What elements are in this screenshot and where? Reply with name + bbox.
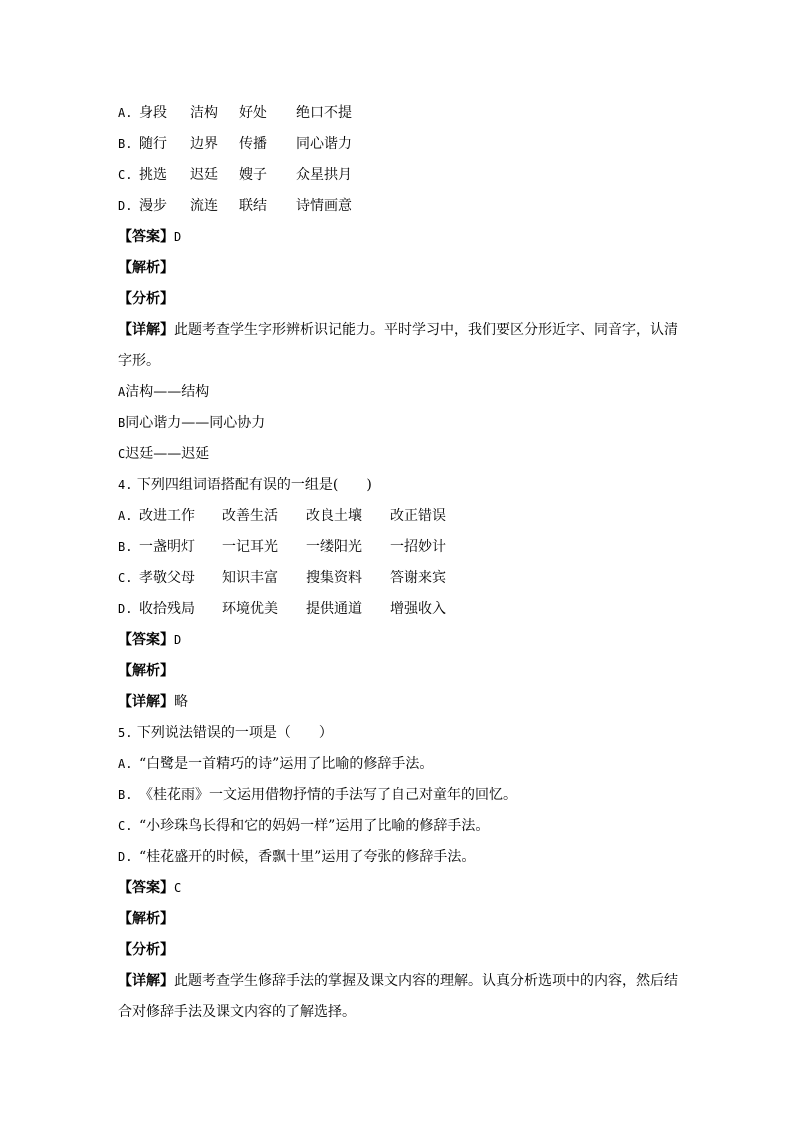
q3-fenxi bbox=[118, 284, 678, 315]
q3-option-a bbox=[118, 98, 678, 129]
option-letter: D. bbox=[118, 602, 133, 616]
q3-detail bbox=[118, 315, 678, 377]
option-letter: C. bbox=[118, 168, 133, 182]
fenxi-tag: 【分析】 bbox=[118, 291, 174, 307]
option-letter: A. bbox=[118, 757, 133, 771]
option-word: 环境优美 bbox=[222, 601, 278, 617]
option-word: 改良土壤 bbox=[306, 508, 362, 524]
detail-tag: 【详解】 bbox=[118, 694, 174, 710]
correction-text: 同心谐力——同心协力 bbox=[125, 415, 266, 431]
option-word: 联结 bbox=[239, 198, 267, 214]
option-word: 随行 bbox=[139, 136, 167, 152]
q3-option-c bbox=[118, 160, 678, 191]
option-letter: A. bbox=[118, 106, 133, 120]
option-word: 增强收入 bbox=[390, 601, 446, 617]
q5-option-d bbox=[118, 842, 678, 873]
option-letter: C. bbox=[118, 571, 133, 585]
option-word: 知识丰富 bbox=[222, 570, 278, 586]
analysis-tag: 【解析】 bbox=[118, 911, 174, 927]
correction-text: 迟廷——迟延 bbox=[125, 446, 210, 462]
q5-option-a bbox=[118, 749, 678, 780]
question-stem: 下列四组词语搭配有误的一组是( ) bbox=[136, 477, 372, 493]
q4-option-c bbox=[118, 563, 678, 594]
option-text: “桂花盛开的时候，香飘十里”运用了夸张的修辞手法。 bbox=[139, 849, 476, 865]
q4-option-d bbox=[118, 594, 678, 625]
option-letter: B. bbox=[118, 137, 133, 151]
fenxi-tag: 【分析】 bbox=[118, 942, 174, 958]
detail-text: 略 bbox=[174, 694, 188, 710]
question-number: 5. bbox=[118, 726, 133, 740]
document-page bbox=[118, 98, 678, 1028]
option-word: 改正错误 bbox=[390, 508, 446, 524]
correction-letter: A bbox=[118, 385, 126, 399]
option-word: 一盏明灯 bbox=[139, 539, 195, 555]
option-word: 同心谐力 bbox=[296, 136, 352, 152]
q5-answer bbox=[118, 873, 678, 904]
option-text: 《桂花雨》一文运用借物抒情的手法写了自己对童年的回忆。 bbox=[139, 787, 517, 803]
q5-fenxi bbox=[118, 935, 678, 966]
answer-value: D bbox=[174, 633, 182, 647]
option-word: 诗情画意 bbox=[296, 198, 352, 214]
q3-analysis bbox=[118, 253, 678, 284]
option-word: 提供通道 bbox=[306, 601, 362, 617]
option-word: 收拾残局 bbox=[139, 601, 195, 617]
option-word: 孝敬父母 bbox=[139, 570, 195, 586]
question-stem: 下列说法错误的一项是（ ） bbox=[136, 725, 333, 741]
q5-option-b bbox=[118, 780, 678, 811]
option-word: 搜集资料 bbox=[306, 570, 362, 586]
option-word: 洁构 bbox=[190, 105, 218, 121]
option-word: 一招妙计 bbox=[390, 539, 446, 555]
option-word: 传播 bbox=[239, 136, 267, 152]
option-word: 漫步 bbox=[139, 198, 167, 214]
option-word: 众星拱月 bbox=[296, 167, 352, 183]
answer-tag: 【答案】 bbox=[118, 229, 174, 245]
option-word: 挑选 bbox=[139, 167, 167, 183]
q3-option-d bbox=[118, 191, 678, 222]
q4-option-b bbox=[118, 532, 678, 563]
option-text: “白鹭是一首精巧的诗”运用了比喻的修辞手法。 bbox=[139, 756, 434, 772]
option-word: 绝口不提 bbox=[296, 105, 352, 121]
option-letter: C. bbox=[118, 819, 133, 833]
option-word: 嫂子 bbox=[239, 167, 267, 183]
q3-answer bbox=[118, 222, 678, 253]
option-letter: A. bbox=[118, 509, 133, 523]
option-word: 迟廷 bbox=[190, 167, 218, 183]
correction-letter: C bbox=[118, 447, 126, 461]
q3-correction-b bbox=[118, 408, 678, 439]
q5-option-c bbox=[118, 811, 678, 842]
q4-stem bbox=[118, 470, 678, 501]
analysis-tag: 【解析】 bbox=[118, 663, 174, 679]
answer-tag: 【答案】 bbox=[118, 880, 174, 896]
question-number: 4. bbox=[118, 478, 133, 492]
answer-tag: 【答案】 bbox=[118, 632, 174, 648]
detail-text: 此题考查学生字形辨析识记能力。平时学习中，我们要区分形近字、同音字，认清字形。 bbox=[118, 322, 678, 369]
option-word: 改善生活 bbox=[222, 508, 278, 524]
q5-analysis bbox=[118, 904, 678, 935]
q4-analysis bbox=[118, 656, 678, 687]
option-word: 一记耳光 bbox=[222, 539, 278, 555]
answer-value: D bbox=[174, 230, 182, 244]
q4-answer bbox=[118, 625, 678, 656]
q5-stem bbox=[118, 718, 678, 749]
option-word: 边界 bbox=[190, 136, 218, 152]
analysis-tag: 【解析】 bbox=[118, 260, 174, 276]
option-word: 流连 bbox=[190, 198, 218, 214]
q4-option-a bbox=[118, 501, 678, 532]
option-letter: D. bbox=[118, 850, 133, 864]
detail-tag: 【详解】 bbox=[118, 322, 174, 338]
option-text: “小珍珠鸟长得和它的妈妈一样”运用了比喻的修辞手法。 bbox=[139, 818, 490, 834]
correction-text: 洁构——结构 bbox=[125, 384, 210, 400]
correction-letter: B bbox=[118, 416, 126, 430]
q3-correction-c bbox=[118, 439, 678, 470]
option-letter: B. bbox=[118, 788, 133, 802]
detail-text: 此题考查学生修辞手法的掌握及课文内容的理解。认真分析选项中的内容，然后结合对修辞手法及课文内容的了解选择。 bbox=[118, 973, 678, 1020]
q5-detail bbox=[118, 966, 678, 1028]
detail-tag: 【详解】 bbox=[118, 973, 174, 989]
option-word: 改进工作 bbox=[139, 508, 195, 524]
option-word: 身段 bbox=[139, 105, 167, 121]
q3-option-b bbox=[118, 129, 678, 160]
option-word: 好处 bbox=[239, 105, 267, 121]
answer-value: C bbox=[174, 881, 182, 895]
option-word: 一缕阳光 bbox=[306, 539, 362, 555]
option-letter: D. bbox=[118, 199, 133, 213]
option-letter: B. bbox=[118, 540, 133, 554]
q3-correction-a bbox=[118, 377, 678, 408]
q4-detail bbox=[118, 687, 678, 718]
option-word: 答谢来宾 bbox=[390, 570, 446, 586]
